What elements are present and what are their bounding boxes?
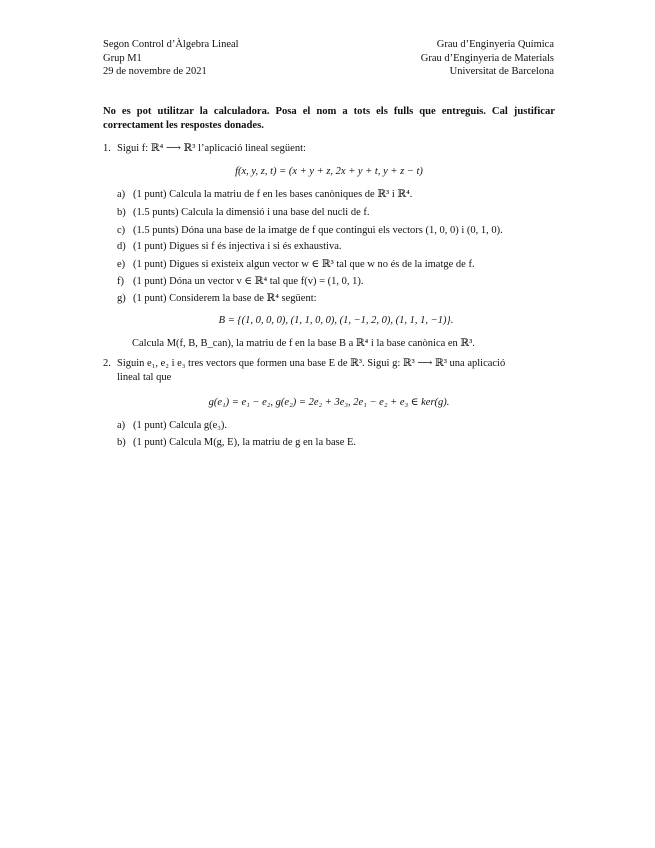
problem-2-number: 2. [103,358,111,369]
problem-1-item-g: g) (1 punt) Considerem la base de ℝ⁴ següent: [117,293,317,304]
problem-2-item-a: a) (1 punt) Calcula g(e₃). [117,420,228,431]
problem-2-intro: 2. Siguin e₁, e₂ i e₃ tres vectors que formen una base E de ℝ³. Sigui g: ℝ³ ⟶ ℝ³ una aplicació [103,358,506,369]
course-title: Segon Control d’Àlgebra Lineal [103,39,239,50]
university-name: Universitat de Barcelona [449,66,554,77]
problem-1-item-a: a) (1 punt) Calcula la matriu de f en les bases canòniques de ℝ³ i ℝ⁴. [117,189,413,200]
problem-1-item-d: d) (1 punt) Digues si f és injectiva i si és exhaustiva. [117,241,342,252]
header-right [421,38,554,79]
degree-chemical: Grau d’Enginyeria Química [436,39,554,50]
problem-1-item-e: e) (1 punt) Digues si existeix algun vector w ∈ ℝ³ tal que w no és de la imatge de f. [117,259,475,270]
problem-2-item-b: b) (1 punt) Calcula M(g, E), la matriu de g en la base E. [117,437,357,448]
problem-1-item-b: b) (1.5 punts) Calcula la dimensió i una base del nucli de f. [117,207,370,218]
group-name: Grup M1 [103,52,142,64]
problem-1-item-c: c) (1.5 punts) Dóna una base de la imatge de f que contingui els vectors (1, 0, 0) i (0, 1, 0). [117,225,503,236]
problem-2-intro-continued: lineal tal que [117,372,172,383]
problem-2-formula: g(e₁) = e₁ − e₂, g(e₂) = 2e₂ + 3e₃, 2e₁ − e₂ + e₃ ∈ ker(g). [208,397,450,408]
problem-1-formula: f(x, y, z, t) = (x + y + z, 2x + y + t, y + z − t) [235,166,423,177]
problem-1-number: 1. [103,143,111,154]
problem-1-item-f: f) (1 punt) Dóna un vector v ∈ ℝ⁴ tal que f(v) = (1, 0, 1). [117,276,364,287]
problem-1-closing: Calcula M(f, B, B_can), la matriu de f en la base B a ℝ⁴ i la base canònica en ℝ³. [132,338,475,349]
exam-instructions: No es pot utilitzar la calculadora. Posa el nom a tots els fulls que entreguis. Cal justificar correctament les respostes donades. [103,106,555,131]
degree-materials: Grau d’Enginyeria de Materials [420,52,554,64]
exam-date: 29 de novembre de 2021 [103,66,207,77]
basis-b-formula: B = {(1, 0, 0, 0), (1, 1, 0, 0), (1, −1, 2, 0), (1, 1, 1, −1)}. [218,315,454,326]
problem-1-intro: 1. Sigui f: ℝ⁴ ⟶ ℝ³ l’aplicació lineal següent: [103,143,306,154]
header-left [103,38,239,79]
